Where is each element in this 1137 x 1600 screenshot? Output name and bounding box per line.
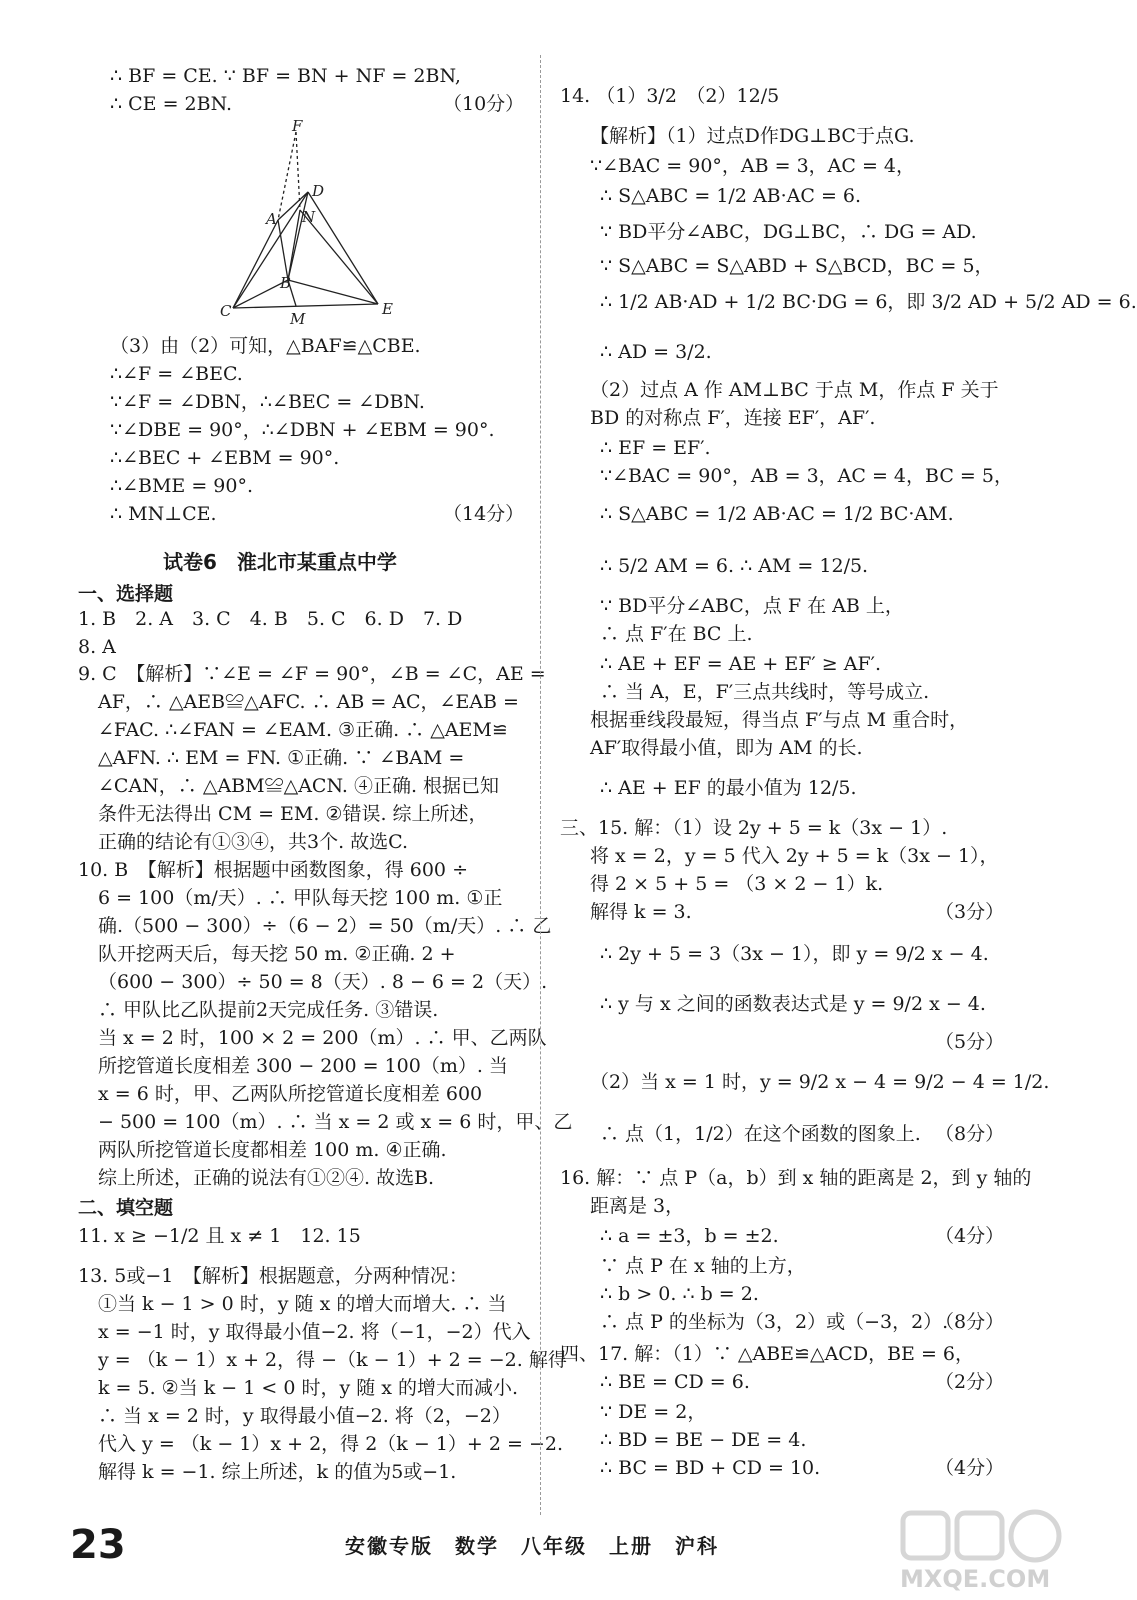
text-line: ∠FAC. ∴∠FAN = ∠EAM. ③正确. ∴ △AEM≌: [98, 719, 508, 741]
text-line: y = （k − 1）x + 2，得 −（k − 1）+ 2 = −2. 解得: [98, 1349, 567, 1371]
text-line: 【解析】（1）过点D作DG⊥BC于点G.: [590, 125, 915, 147]
score: （3分）: [935, 901, 1005, 923]
text-line: 三、15. 解：（1）设 2y + 5 = k（3x − 1）.: [560, 817, 948, 839]
text-line: ∵ BD平分∠ABC，DG⊥BC，∴ DG = AD.: [600, 221, 977, 243]
text-line: （600 − 300）÷ 50 = 8（天）. 8 − 6 = 2（天）.: [98, 971, 548, 993]
answer-line: 8. A: [78, 636, 116, 658]
text-line: 9. C 【解析】∵∠E = ∠F = 90°，∠B = ∠C，AE =: [78, 663, 546, 685]
answer-line: 14. （1）3/2 （2）12/5: [560, 85, 780, 107]
text-line: ∴ AD = 3/2.: [600, 341, 712, 363]
text-line: ∴ BF = CE. ∵ BF = BN + NF = 2BN,: [110, 65, 461, 87]
text-line: ∴ 点（1，1/2）在这个函数的图象上.: [600, 1123, 921, 1145]
text-line: （3）由（2）可知，△BAF≌△CBE.: [110, 335, 421, 357]
segment-ca: [233, 220, 278, 308]
text-line: 四、17. 解：（1）∵ △ABE≌△ACD，BE = 6，: [560, 1343, 974, 1365]
geometry-figure: [218, 117, 408, 328]
segment-ab: [278, 220, 288, 280]
text-line: ∴ 当 A，E，F′三点共线时，等号成立.: [600, 681, 930, 703]
text-line: ∵∠F = ∠DBN，∴∠BEC = ∠DBN.: [110, 391, 425, 413]
answer-line: 1. B 2. A 3. C 4. B 5. C 6. D 7. D: [78, 608, 463, 630]
dashed-fn: [296, 132, 300, 210]
score: （10分）: [443, 93, 525, 115]
text-line: AF，∴ △AEB≌△AFC. ∴ AB = AC，∠EAB =: [98, 691, 519, 713]
text-line: ∴ b > 0. ∴ b = 2.: [600, 1283, 759, 1305]
text-line: ∴ 1/2 AB·AD + 1/2 BC·DG = 6，即 3/2 AD + 5/2 AD = 6.: [600, 291, 1137, 313]
page-number: 23: [70, 1522, 126, 1568]
text-line: ∴ 2y + 5 = 3（3x − 1），即 y = 9/2 x − 4.: [600, 943, 989, 965]
text-line: 解得 k = −1. 综上所述，k 的值为5或−1.: [98, 1461, 457, 1483]
score: （2分）: [935, 1371, 1005, 1393]
text-line: 队开挖两天后，每天挖 50 m. ②正确. 2 +: [98, 943, 456, 965]
segment-de: [308, 192, 378, 304]
text-line: ∴ 甲队比乙队提前2天完成任务. ③错误.: [98, 999, 439, 1021]
score: （8分）: [935, 1123, 1005, 1145]
text-line: ∴ MN⊥CE.: [110, 503, 217, 525]
text-line: AF′取得最小值，即为 AM 的长.: [590, 737, 863, 759]
label-f: F: [292, 117, 303, 135]
segment-ce: [233, 304, 378, 308]
text-line: ∴ 点 F′在 BC 上.: [600, 623, 753, 645]
text-line: ∴ S△ABC = 1/2 AB·AC = 6.: [600, 185, 862, 207]
text-line: ∴ S△ABC = 1/2 AB·AC = 1/2 BC·AM.: [600, 503, 954, 525]
footer-text: 安徽专版 数学 八年级 上册 沪科: [345, 1534, 719, 1558]
label-e: E: [382, 300, 393, 318]
text-line: ∴ 点 P 的坐标为（3，2）或（−3，2）.: [600, 1311, 949, 1333]
text-line: ∵∠DBE = 90°，∴∠DBN + ∠EBM = 90°.: [110, 419, 495, 441]
text-line: ∴ 5/2 AM = 6. ∴ AM = 12/5.: [600, 555, 869, 577]
text-line: ∴ a = ±3，b = ±2.: [600, 1225, 779, 1247]
text-line: 代入 y = （k − 1）x + 2，得 2（k − 1）+ 2 = −2.: [98, 1433, 563, 1455]
text-line: ∠CAN，∴ △ABM≌△ACN. ④正确. 根据已知: [98, 775, 500, 797]
text-line: ∵ S△ABC = S△ABD + S△BCD，BC = 5，: [600, 255, 994, 277]
text-line: （2）当 x = 1 时，y = 9/2 x − 4 = 9/2 − 4 = 1/2.: [590, 1071, 1050, 1093]
section-heading: 一、选择题: [78, 583, 174, 605]
text-line: ①当 k − 1 > 0 时，y 随 x 的增大而增大. ∴ 当: [98, 1293, 507, 1315]
text-line: 16. 解：∵ 点 P（a，b）到 x 轴的距离是 2，到 y 轴的: [560, 1167, 1032, 1189]
text-line: 条件无法得出 CM = EM. ②错误. 综上所述，: [98, 803, 488, 825]
text-line: 两队所挖管道长度都相差 100 m. ④正确.: [98, 1139, 447, 1161]
column-divider: [540, 55, 541, 1515]
dashed-fa: [278, 132, 296, 220]
watermark-text: MXQE.COM: [900, 1565, 1051, 1593]
score: （14分）: [443, 503, 525, 525]
text-line: ∴ CE = 2BN.: [110, 93, 233, 115]
text-line: △AFN. ∴ EM = FN. ①正确. ∵ ∠BAM =: [98, 747, 465, 769]
text-line: 6 = 100（m/天）. ∴ 甲队每天挖 100 m. ①正: [98, 887, 503, 909]
text-line: 将 x = 2，y = 5 代入 2y + 5 = k（3x − 1），: [590, 845, 999, 867]
score: （8分）: [935, 1311, 1005, 1333]
paper-title: 试卷6 淮北市某重点中学: [163, 550, 397, 574]
label-m: M: [290, 310, 306, 328]
text-line: 13. 5或−1 【解析】根据题意，分两种情况：: [78, 1265, 468, 1287]
text-line: ∴∠BEC + ∠EBM = 90°.: [110, 447, 340, 469]
text-line: ∵ BD平分∠ABC，点 F 在 AB 上，: [600, 595, 904, 617]
answer-line: 11. x ≥ −1/2 且 x ≠ 1 12. 15: [78, 1225, 361, 1247]
label-b: B: [280, 274, 292, 292]
text-line: 当 x = 2 时，100 × 2 = 200（m）. ∴ 甲、乙两队: [98, 1027, 547, 1049]
text-line: （2）过点 A 作 AM⊥BC 于点 M，作点 F 关于: [590, 379, 999, 401]
text-line: 正确的结论有①③④，共3个. 故选C.: [98, 831, 409, 853]
text-line: ∴ 当 x = 2 时，y 取得最小值−2. 将（2，−2）: [98, 1405, 511, 1427]
text-line: ∴ y 与 x 之间的函数表达式是 y = 9/2 x − 4.: [600, 993, 986, 1015]
segment-bd: [288, 192, 308, 280]
text-line: ∴ BD = BE − DE = 4.: [600, 1429, 807, 1451]
label-n: N: [302, 208, 316, 226]
label-d: D: [312, 182, 325, 200]
text-line: 所挖管道长度相差 300 − 200 = 100（m）. 当: [98, 1055, 508, 1077]
text-line: − 500 = 100（m）. ∴ 当 x = 2 或 x = 6 时，甲、乙: [98, 1111, 573, 1133]
text-line: x = −1 时，y 取得最小值−2. 将（−1，−2）代入: [98, 1321, 531, 1343]
text-line: ∵ 点 P 在 x 轴的上方，: [600, 1255, 806, 1277]
text-line: ∴∠BME = 90°.: [110, 475, 254, 497]
section-heading: 二、填空题: [78, 1197, 174, 1219]
text-line: ∴∠F = ∠BEC.: [110, 363, 243, 385]
text-line: 确.（500 − 300）÷（6 − 2）= 50（m/天）. ∴ 乙: [98, 915, 552, 937]
text-line: k = 5. ②当 k − 1 < 0 时，y 随 x 的增大而减小.: [98, 1377, 519, 1399]
label-a: A: [266, 210, 277, 228]
label-c: C: [220, 302, 232, 320]
text-line: ∵∠BAC = 90°，AB = 3，AC = 4，: [590, 155, 916, 177]
text-line: 得 2 × 5 + 5 = （3 × 2 − 1）k.: [590, 873, 884, 895]
score: （5分）: [935, 1031, 1005, 1053]
text-line: 综上所述，正确的说法有①②④. 故选B.: [98, 1167, 435, 1189]
text-line: 距离是 3，: [590, 1195, 685, 1217]
text-line: ∴ EF = EF′.: [600, 437, 711, 459]
text-line: BD 的对称点 F′，连接 EF′，AF′.: [590, 407, 876, 429]
score: （4分）: [935, 1457, 1005, 1479]
text-line: ∴ BE = CD = 6.: [600, 1371, 750, 1393]
text-line: ∴ AE + EF = AE + EF′ ≥ AF′.: [600, 653, 881, 675]
text-line: x = 6 时，甲、乙两队所挖管道长度相差 600: [98, 1083, 483, 1105]
text-line: 10. B 【解析】根据题中函数图象，得 600 ÷: [78, 859, 468, 881]
text-line: 解得 k = 3.: [590, 901, 692, 923]
text-line: ∵∠BAC = 90°，AB = 3，AC = 4，BC = 5，: [600, 465, 1013, 487]
text-line: 根据垂线段最短，得当点 F′与点 M 重合时，: [590, 709, 969, 731]
text-line: ∴ AE + EF 的最小值为 12/5.: [600, 777, 857, 799]
score: （4分）: [935, 1225, 1005, 1247]
text-line: ∵ DE = 2，: [600, 1401, 707, 1423]
text-line: ∴ BC = BD + CD = 10.: [600, 1457, 821, 1479]
